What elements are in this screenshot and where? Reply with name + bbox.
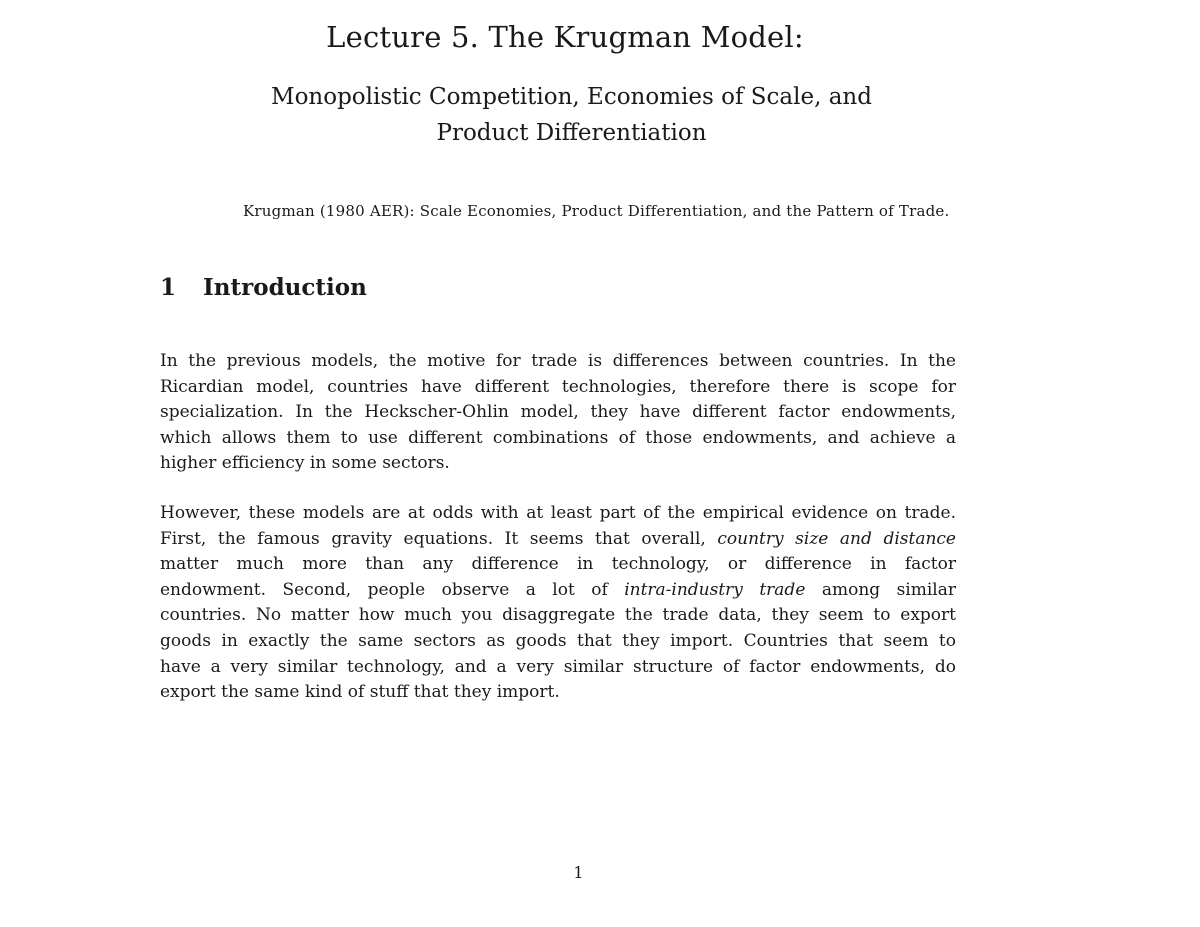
text-run: First, the famous gravity equations. It seems that overall, [160,528,706,549]
paragraph-line: specialization. In the Heckscher-Ohlin model, they have different factor endowments, [160,402,956,423]
paragraph-line: goods in exactly the same sectors as goods that they import. Countries that seem to [160,630,956,651]
lecture-title: Lecture 5. The Krugman Model: [326,20,804,54]
paragraph-line [160,578,956,604]
paragraph-line: export the same kind of stuff that they import. [160,682,560,703]
paragraph-line: countries. No matter how much you disaggregate the trade data, they seem to export [160,605,956,626]
paragraph-line: In the previous models, the motive for trade is differences between countries. In the [160,351,956,371]
paragraph-2 [160,501,956,706]
paragraph-line: However, these models are at odds with at least part of the empirical evidence on trade. [160,503,956,523]
reference-citation: Krugman (1980 AER): Scale Economies, Product Differentiation, and the Pattern of Trade. [243,202,950,220]
subtitle-line-2: Product Differentiation [436,120,707,146]
paragraph-line: Ricardian model, countries have different technologies, therefore there is scope for [160,376,956,397]
paragraph-line: have a very similar technology, and a very similar structure of factor endowments, do [160,656,956,677]
paragraph-line: higher efficiency in some sectors. [160,453,450,474]
emphasis-intra-industry: intra-industry trade [624,579,806,600]
emphasis-country-size: country size and distance [717,528,956,549]
lecture-subtitle [0,79,1143,151]
text-run: among similar [821,579,956,600]
section-heading [160,274,367,301]
paragraph-line: matter much more than any difference in technology, or difference in factor [160,554,956,575]
paragraph-1 [160,349,956,477]
section-number: 1 [160,274,177,301]
page-number: 1 [573,863,584,882]
subtitle-line-1: Monopolistic Competition, Economies of Scale, and [271,84,872,110]
section-title: Introduction [203,274,367,301]
text-run: endowment. Second, people observe a lot of [160,579,608,600]
paragraph-line [160,527,956,553]
paragraph-line: which allows them to use different combinations of those endowments, and achieve a [160,427,956,448]
